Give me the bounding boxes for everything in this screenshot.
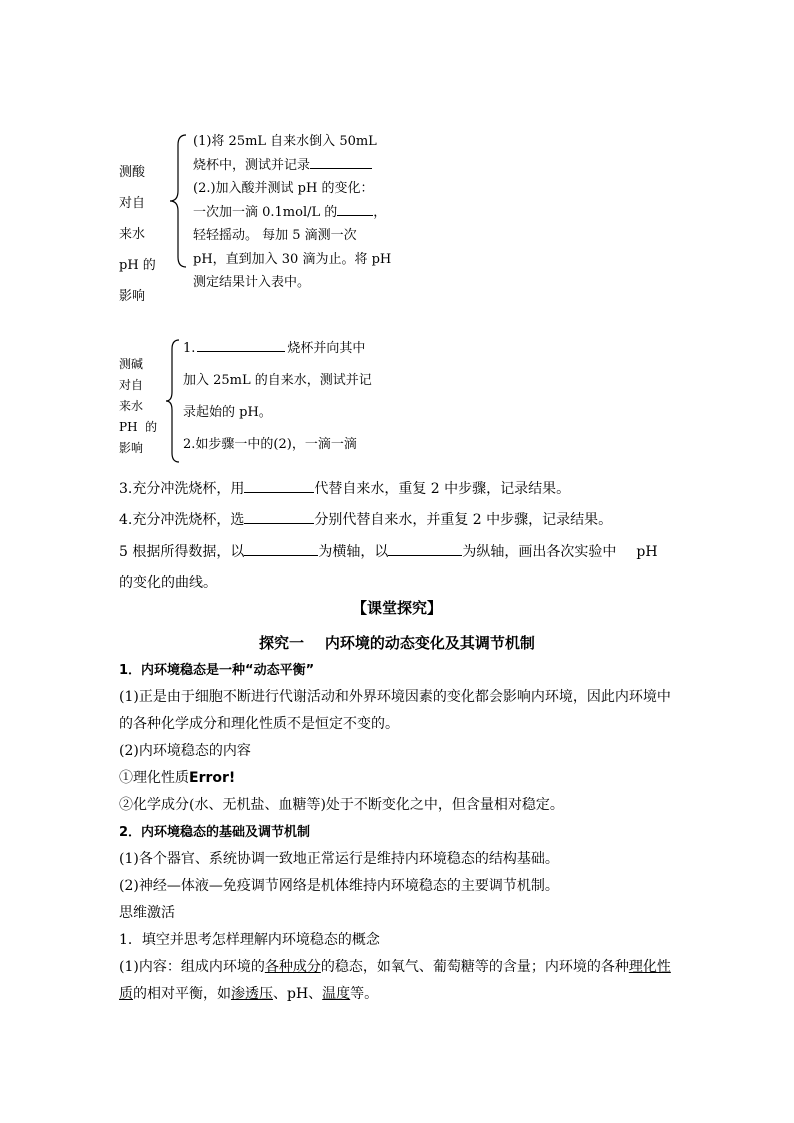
q1-content: (1)内容：组成内环境的各种成分的稳态，如氧气、葡萄糖等的含量；内环境的各种理化性	[119, 959, 671, 975]
step-4: 4.充分冲洗烧杯，选 分别代替自来水，并重复 2 中步骤，记录结果。	[119, 509, 612, 529]
base-label-line: PH 的	[119, 420, 158, 434]
acid-step-line: 一次加一滴 0.1mol/L 的 ，	[193, 201, 391, 225]
base-steps	[183, 333, 372, 461]
p2-title: 2．内环境稳态的基础及调节机制	[119, 825, 311, 840]
answer-blank[interactable]	[244, 478, 314, 493]
acid-steps	[193, 130, 391, 295]
acid-step-line: pH，直到加入 30 滴为止。将 pH	[193, 251, 392, 267]
acid-label-line: 来水	[119, 227, 146, 242]
acid-label-line: 对自	[119, 196, 146, 211]
base-step-line: 2.如步骤一中的(2)，一滴一滴	[183, 437, 357, 452]
step-3: 3.充分冲洗烧杯，用 代替自来水，重复 2 中步骤，记录结果。	[119, 478, 570, 498]
base-step-line: 加入 25mL 的自来水，测试并记	[183, 373, 372, 388]
acid-step-line: (1)将 25mL 自来水倒入 50mL	[193, 134, 377, 149]
p1-chemical: ②化学成分(水、无机盐、血糖等)处于不断变化之中，但含量相对稳定。	[119, 797, 564, 813]
base-label-line: 影响	[119, 441, 144, 455]
acid-test-label	[119, 157, 159, 312]
section-title: 【课堂探究】	[351, 599, 442, 617]
base-brace	[163, 337, 183, 465]
p1-title: 1．内环境稳态是一种“动态平衡”	[119, 663, 315, 678]
base-label-line: 对自	[119, 378, 144, 392]
answer-blank[interactable]	[337, 202, 373, 216]
acid-label-line: 影响	[119, 289, 146, 304]
q1-title: 1．填空并思考怎样理解内环境稳态的概念	[119, 932, 380, 948]
answer-blank[interactable]	[310, 155, 372, 169]
acid-step-line: 轻轻摇动。 每加 5 滴测一次	[193, 228, 357, 243]
answer-blank[interactable]	[197, 338, 285, 352]
p1-text: (1)正是由于细胞不断进行代谢活动和外界环境因素的变化都会影响内环境，因此内环境中	[119, 689, 671, 705]
think-heading: 思维激活	[119, 905, 175, 921]
answer-blank[interactable]	[244, 541, 318, 556]
acid-label-line: 测酸	[119, 165, 146, 180]
acid-step-line: (2.)加入酸并测试 pH 的变化：	[193, 181, 374, 196]
p1-content-heading: (2)内环境稳态的内容	[119, 743, 251, 759]
q1-content-cont: 质的相对平衡，如渗透压、pH、温度等。	[119, 986, 379, 1002]
explore-title: 探究一 内环境的动态变化及其调节机制	[259, 634, 535, 652]
base-test-label	[119, 354, 167, 459]
acid-step-line: 烧杯中，测试并记录	[193, 154, 391, 178]
base-step-line: 1. 烧杯并向其中	[183, 333, 372, 365]
p1-text-cont: 的各种化学成分和理化性质不是恒定不变的。	[119, 716, 399, 732]
acid-label-line: pH 的	[119, 258, 156, 273]
p1-physchem: ①理化性质Error!	[119, 770, 236, 786]
acid-step-line: 测定结果计入表中。	[193, 275, 311, 290]
answer-blank[interactable]	[388, 541, 462, 556]
p2-text-2: (2)神经—体液—免疫调节网络是机体维持内环境稳态的主要调节机制。	[119, 878, 559, 894]
step-5: 5 根据所得数据，以 为横轴，以 为纵轴，画出各次实验中 pH	[119, 541, 658, 561]
base-label-line: 来水	[119, 399, 144, 413]
answer-blank[interactable]	[244, 509, 314, 524]
step-5-cont: 的变化的曲线。	[119, 575, 217, 591]
p2-text-1: (1)各个器官、系统协调一致地正常运行是维持内环境稳态的结构基础。	[119, 851, 559, 867]
acid-brace	[166, 131, 190, 271]
base-label-line: 测碱	[119, 357, 144, 371]
base-step-line: 录起始的 pH。	[183, 405, 272, 420]
